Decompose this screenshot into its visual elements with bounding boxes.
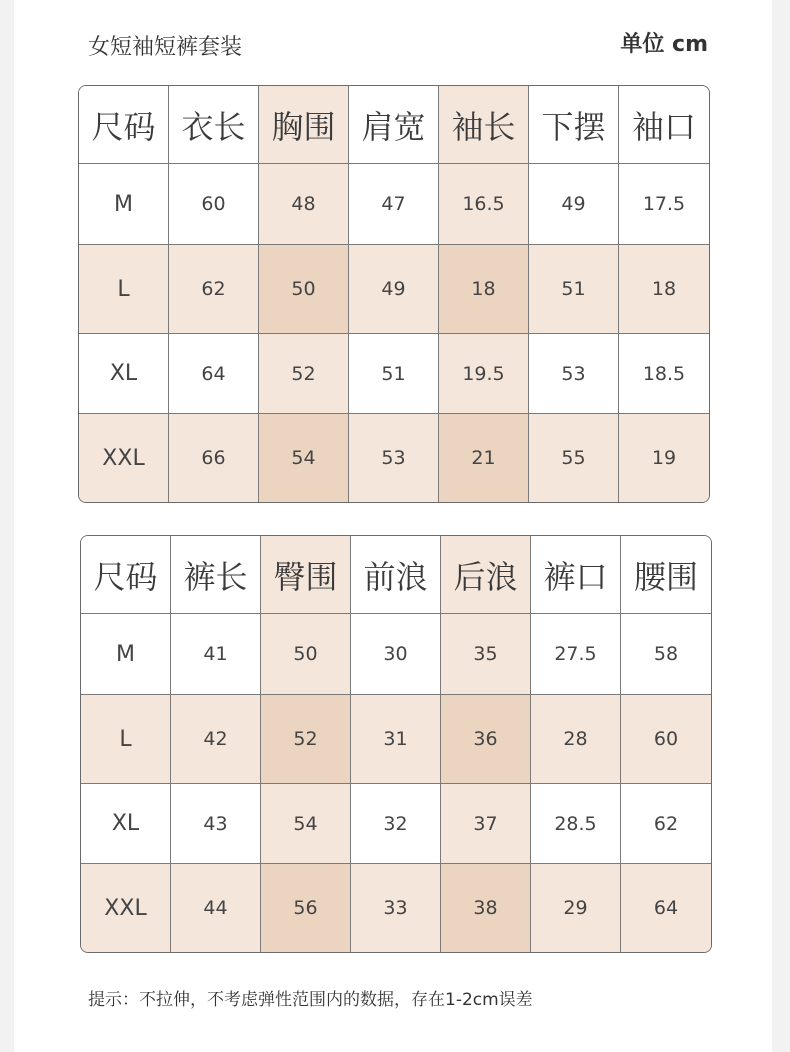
top-table-header-cell: 袖长	[439, 86, 529, 164]
measurement-cell: 54	[259, 414, 349, 502]
measurement-cell: 41	[171, 614, 261, 695]
bottom-table-header-cell: 后浪	[441, 536, 531, 614]
measurement-cell: 55	[529, 414, 619, 502]
measurement-cell: 66	[169, 414, 259, 502]
size-label-cell: XL	[81, 784, 171, 864]
size-label-cell: XXL	[81, 864, 171, 952]
measurement-cell: 58	[621, 614, 711, 695]
measurement-cell: 62	[169, 245, 259, 334]
measurement-cell: 38	[441, 864, 531, 952]
measurement-cell: 51	[529, 245, 619, 334]
top-table-header-cell: 袖口	[619, 86, 709, 164]
page-title: 女短袖短裤套装	[88, 35, 243, 60]
top-table-header-cell: 肩宽	[349, 86, 439, 164]
measurement-cell: 18	[619, 245, 709, 334]
measurement-cell: 19.5	[439, 334, 529, 414]
size-label-cell: M	[79, 164, 169, 245]
measurement-cell: 47	[349, 164, 439, 245]
measurement-cell: 28.5	[531, 784, 621, 864]
bottom-table-header-cell: 裤口	[531, 536, 621, 614]
measurement-cell: 50	[261, 614, 351, 695]
measurement-cell: 19	[619, 414, 709, 502]
top-table-header-cell: 尺码	[79, 86, 169, 164]
measurement-cell: 60	[169, 164, 259, 245]
measurement-cell: 53	[349, 414, 439, 502]
measurement-cell: 49	[349, 245, 439, 334]
bottom-table-header-cell: 裤长	[171, 536, 261, 614]
bottom-table-header-cell: 臀围	[261, 536, 351, 614]
measurement-cell: 43	[171, 784, 261, 864]
measurement-cell: 42	[171, 695, 261, 784]
size-label-cell: L	[81, 695, 171, 784]
measurement-cell: 21	[439, 414, 529, 502]
measurement-cell: 31	[351, 695, 441, 784]
measurement-cell: 52	[261, 695, 351, 784]
measurement-cell: 36	[441, 695, 531, 784]
left-margin-strip	[0, 0, 14, 1052]
measurement-hint: 提示：不拉伸，不考虑弹性范围内的数据，存在1-2cm误差	[88, 990, 533, 1010]
measurement-cell: 30	[351, 614, 441, 695]
measurement-cell: 27.5	[531, 614, 621, 695]
measurement-cell: 62	[621, 784, 711, 864]
measurement-cell: 56	[261, 864, 351, 952]
measurement-cell: 17.5	[619, 164, 709, 245]
measurement-cell: 64	[169, 334, 259, 414]
measurement-cell: 52	[259, 334, 349, 414]
measurement-cell: 32	[351, 784, 441, 864]
measurement-cell: 18.5	[619, 334, 709, 414]
top-size-table	[78, 85, 710, 503]
measurement-cell: 50	[259, 245, 349, 334]
unit-label: 单位 cm	[620, 32, 708, 57]
measurement-cell: 37	[441, 784, 531, 864]
top-table-header-cell: 胸围	[259, 86, 349, 164]
top-table-header-cell: 下摆	[529, 86, 619, 164]
bottom-table-header-cell: 尺码	[81, 536, 171, 614]
size-label-cell: XL	[79, 334, 169, 414]
measurement-cell: 51	[349, 334, 439, 414]
measurement-cell: 35	[441, 614, 531, 695]
measurement-cell: 53	[529, 334, 619, 414]
measurement-cell: 28	[531, 695, 621, 784]
measurement-cell: 44	[171, 864, 261, 952]
measurement-cell: 33	[351, 864, 441, 952]
measurement-cell: 16.5	[439, 164, 529, 245]
measurement-cell: 18	[439, 245, 529, 334]
size-label-cell: XXL	[79, 414, 169, 502]
measurement-cell: 60	[621, 695, 711, 784]
measurement-cell: 48	[259, 164, 349, 245]
bottom-table-header-cell: 前浪	[351, 536, 441, 614]
size-label-cell: M	[81, 614, 171, 695]
measurement-cell: 64	[621, 864, 711, 952]
measurement-cell: 29	[531, 864, 621, 952]
size-label-cell: L	[79, 245, 169, 334]
right-margin-strip	[772, 0, 790, 1052]
top-table-header-cell: 衣长	[169, 86, 259, 164]
measurement-cell: 54	[261, 784, 351, 864]
measurement-cell: 49	[529, 164, 619, 245]
bottom-size-table	[80, 535, 712, 953]
bottom-table-header-cell: 腰围	[621, 536, 711, 614]
